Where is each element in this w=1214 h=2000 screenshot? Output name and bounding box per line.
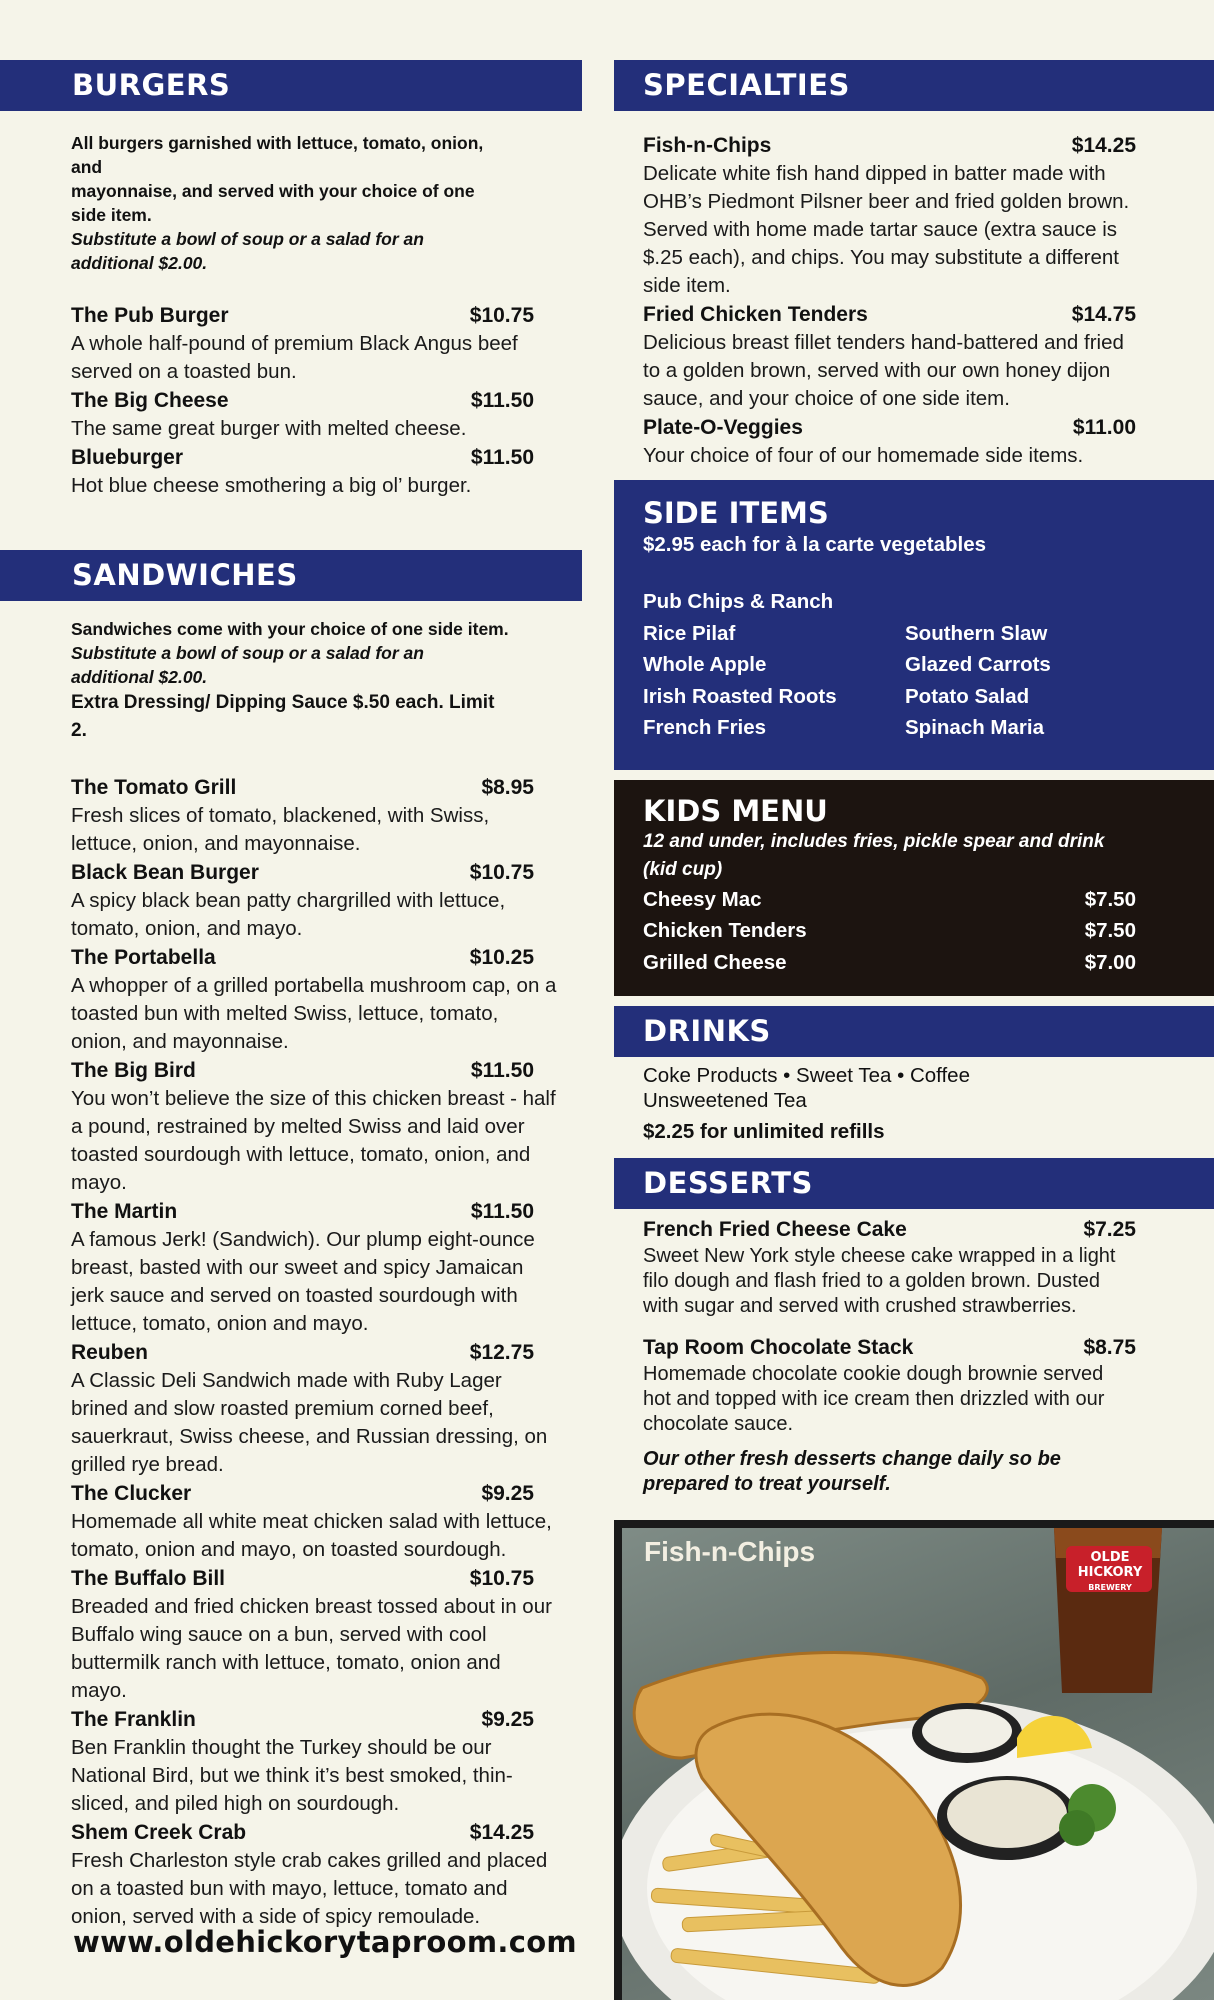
menu-item-name: The Big Bird bbox=[71, 1059, 196, 1082]
menu-item-name: The Buffalo Bill bbox=[71, 1567, 225, 1590]
menu-item bbox=[614, 300, 1214, 413]
menu-item bbox=[614, 1215, 1214, 1319]
menu-item bbox=[0, 1479, 582, 1564]
menu-item-header bbox=[71, 858, 558, 887]
menu-item bbox=[0, 386, 582, 443]
side-items-column bbox=[905, 586, 1167, 744]
specialties-list bbox=[614, 131, 1214, 470]
menu-item-description: A whopper of a grilled portabella mushroom cap, on a toasted bun with melted Swiss, lettuce, tomato, onion, and mayonnaise. bbox=[71, 974, 557, 1053]
kids-menu-item-name: Chicken Tenders bbox=[643, 919, 807, 942]
kids-menu-box bbox=[614, 780, 1214, 997]
menu-item-header bbox=[71, 1564, 558, 1593]
kids-menu-item bbox=[643, 915, 1136, 947]
menu-item-header bbox=[643, 413, 1136, 442]
menu-item-name: The Portabella bbox=[71, 946, 216, 969]
fish-and-chips-illustration bbox=[622, 1528, 1214, 2000]
left-column bbox=[0, 60, 582, 1931]
desserts-header: DESSERTS bbox=[614, 1158, 1214, 1209]
drinks-header: DRINKS bbox=[614, 1006, 1214, 1057]
menu-item-price: $9.25 bbox=[481, 1708, 534, 1731]
side-items-title: SIDE ITEMS bbox=[643, 496, 829, 530]
menu-item bbox=[0, 1705, 582, 1818]
menu-item-header bbox=[71, 301, 558, 330]
sandwich-list bbox=[0, 773, 582, 1931]
kids-menu-item-price: $7.50 bbox=[1084, 887, 1136, 911]
menu-item-header bbox=[71, 1818, 558, 1847]
menu-item-description: Fresh Charleston style crab cakes grilled and placed on a toasted bun with mayo, lettuce, tomato and onion, served with a side of spicy remoulade. bbox=[71, 1849, 548, 1928]
beer-glass-logo-sub: BREWERY bbox=[1088, 1583, 1132, 1592]
menu-item-price: $11.50 bbox=[470, 1059, 534, 1082]
sandwiches-header: SANDWICHES bbox=[0, 550, 582, 601]
menu-item-description: A spicy black bean patty chargrilled with lettuce, tomato, onion, and mayo. bbox=[71, 889, 506, 940]
burgers-intro-line: All burgers garnished with lettuce, tomato, onion, and bbox=[71, 133, 484, 177]
menu-item-header bbox=[71, 1056, 558, 1085]
menu-item bbox=[0, 1818, 582, 1931]
side-items-box bbox=[614, 480, 1214, 770]
side-item: Spinach Maria bbox=[905, 716, 1044, 739]
menu-item-price: $7.25 bbox=[1083, 1218, 1136, 1241]
menu-item-name: French Fried Cheese Cake bbox=[643, 1218, 907, 1241]
menu-item-description: Your choice of four of our homemade side items. bbox=[643, 444, 1084, 467]
menu-item-name: The Big Cheese bbox=[71, 389, 229, 412]
drinks-refill: $2.25 for unlimited refills bbox=[643, 1120, 885, 1143]
desserts-list bbox=[614, 1215, 1214, 1437]
kids-menu-item-price: $7.50 bbox=[1084, 919, 1136, 942]
menu-item-name: Reuben bbox=[71, 1341, 149, 1364]
menu-item-description: A Classic Deli Sandwich made with Ruby Lager brined and slow roasted premium corned beef, sauerkraut, Swiss cheese, and Russian dressing, on grilled rye bread. bbox=[71, 1369, 548, 1476]
menu-item-price: $9.25 bbox=[481, 1482, 534, 1505]
menu-item-header bbox=[643, 1333, 1136, 1362]
menu-item-price: $14.75 bbox=[1071, 303, 1136, 326]
kids-menu-item-name: Cheesy Mac bbox=[643, 887, 762, 911]
kids-menu-item bbox=[643, 947, 1136, 979]
drinks-section bbox=[614, 1057, 1214, 1144]
menu-item-price: $12.75 bbox=[469, 1341, 534, 1364]
side-items-column bbox=[643, 586, 905, 744]
menu-item-price: $10.25 bbox=[469, 946, 534, 969]
side-item: Whole Apple bbox=[643, 653, 767, 676]
menu-item-header bbox=[643, 131, 1136, 160]
menu-item-header bbox=[71, 773, 558, 802]
menu-item-header bbox=[71, 1338, 558, 1367]
menu-item bbox=[0, 1564, 582, 1705]
menu-item-name: Fried Chicken Tenders bbox=[643, 303, 868, 326]
menu-item-header bbox=[71, 443, 558, 472]
menu-item-price: $11.50 bbox=[470, 446, 534, 469]
menu-item-name: Blueburger bbox=[71, 446, 184, 469]
sandwiches-intro-line: Sandwiches come with your choice of one side item. bbox=[71, 619, 509, 639]
side-item: Glazed Carrots bbox=[905, 653, 1051, 676]
menu-item bbox=[614, 413, 1214, 470]
menu-item-name: Black Bean Burger bbox=[71, 861, 259, 884]
menu-item bbox=[614, 1333, 1214, 1437]
side-item: French Fries bbox=[643, 716, 767, 739]
kids-menu-list bbox=[643, 884, 1136, 979]
beer-glass-logo-text: OLDE HICKORY bbox=[1077, 1550, 1143, 1580]
menu-item-header bbox=[643, 300, 1136, 329]
menu-item bbox=[0, 943, 582, 1056]
menu-item-description: The same great burger with melted cheese. bbox=[71, 417, 467, 440]
menu-item bbox=[0, 1056, 582, 1197]
menu-item-description: Homemade chocolate cookie dough brownie served hot and topped with ice cream then drizzled with our chocolate sauce. bbox=[643, 1363, 1105, 1435]
menu-item-header bbox=[71, 1197, 558, 1226]
kids-menu-item bbox=[643, 884, 1136, 916]
menu-item-price: $10.75 bbox=[469, 304, 534, 327]
menu-item-price: $10.75 bbox=[469, 861, 534, 884]
menu-item-name: The Martin bbox=[71, 1200, 178, 1223]
kids-menu-subtitle: 12 and under, includes fries, pickle spear and drink (kid cup) bbox=[643, 830, 1105, 880]
kids-menu-item-price: $7.00 bbox=[1084, 950, 1136, 974]
side-items-grid bbox=[643, 586, 1214, 744]
kids-menu-title: KIDS MENU bbox=[643, 793, 828, 828]
side-item: Pub Chips & Ranch bbox=[643, 590, 834, 613]
menu-item-description: A whole half-pound of premium Black Angus beef served on a toasted bun. bbox=[71, 332, 518, 383]
side-item: Rice Pilaf bbox=[643, 621, 736, 645]
specialties-header: SPECIALTIES bbox=[614, 60, 1214, 111]
photo-frame bbox=[622, 1528, 1214, 2000]
kids-menu-item-name: Grilled Cheese bbox=[643, 950, 787, 974]
menu-item-price: $11.50 bbox=[470, 1200, 534, 1223]
menu-item-header bbox=[71, 1479, 558, 1508]
burgers-intro bbox=[0, 131, 582, 275]
slaw bbox=[947, 1780, 1067, 1848]
menu-item-header bbox=[71, 1705, 558, 1734]
side-item: Southern Slaw bbox=[905, 621, 1048, 645]
menu-item-name: The Tomato Grill bbox=[71, 776, 237, 799]
menu-item-name: Tap Room Chocolate Stack bbox=[643, 1336, 914, 1359]
menu-item-description: Delicate white fish hand dipped in batter made with OHB’s Piedmont Pilsner beer and fried golden brown. Served with home made tartar sauce (extra sauce is $.25 each), and chips. You may substitute a different side item. bbox=[643, 162, 1130, 297]
menu-item-description: Ben Franklin thought the Turkey should be our National Bird, but we think it’s best smoked, thin-sliced, and piled high on sourdough. bbox=[71, 1736, 513, 1815]
burgers-intro-line: mayonnaise, and served with your choice of one side item. bbox=[71, 181, 475, 225]
sandwiches-intro-line: Substitute a bowl of soup or a salad for an additional $2.00. bbox=[71, 643, 424, 687]
menu-item bbox=[0, 773, 582, 858]
menu-item bbox=[0, 443, 582, 500]
parsley-garnish bbox=[1059, 1810, 1095, 1846]
sandwiches-intro-line: Extra Dressing/ Dipping Sauce $.50 each. Limit 2. bbox=[71, 692, 495, 741]
menu-item-name: The Pub Burger bbox=[71, 304, 229, 327]
menu-item-header bbox=[643, 1215, 1136, 1244]
tartar-sauce bbox=[922, 1709, 1012, 1753]
burger-list bbox=[0, 301, 582, 500]
burgers-intro-line: Substitute a bowl of soup or a salad for an additional $2.00. bbox=[71, 229, 424, 273]
burgers-header: BURGERS bbox=[0, 60, 582, 111]
menu-item-description: Sweet New York style cheese cake wrapped in a light filo dough and flash fried to a golden brown. Dusted with sugar and served with crushed strawberries. bbox=[643, 1245, 1116, 1317]
menu-item-price: $10.75 bbox=[469, 1567, 534, 1590]
beer-glass-logo bbox=[1068, 1550, 1152, 1595]
side-item: Potato Salad bbox=[905, 684, 1030, 708]
menu-item-name: The Clucker bbox=[71, 1482, 192, 1505]
side-item: Irish Roasted Roots bbox=[643, 684, 837, 708]
menu-item bbox=[0, 1197, 582, 1338]
menu-item-header bbox=[71, 943, 558, 972]
desserts-note: Our other fresh desserts change daily so be prepared to treat yourself. bbox=[643, 1448, 1061, 1495]
menu-item-description: Hot blue cheese smothering a big ol’ burger. bbox=[71, 474, 472, 497]
sandwiches-intro bbox=[0, 617, 582, 745]
drinks-line: Coke Products • Sweet Tea • Coffee bbox=[643, 1064, 970, 1087]
menu-item-name: Shem Creek Crab bbox=[71, 1821, 247, 1844]
menu-item-price: $8.95 bbox=[481, 776, 534, 799]
menu-item bbox=[614, 131, 1214, 300]
menu-item bbox=[0, 301, 582, 386]
menu-item-price: $11.00 bbox=[1072, 416, 1136, 439]
menu-item-price: $14.25 bbox=[1071, 134, 1136, 157]
menu-item-header bbox=[71, 386, 558, 415]
drinks-line: Unsweetened Tea bbox=[643, 1089, 807, 1112]
menu-item-description: You won’t believe the size of this chicken breast - half a pound, restrained by melted Swiss and laid over toasted sourdough with lettuce, tomato, onion, and mayo. bbox=[71, 1087, 556, 1194]
right-column bbox=[614, 60, 1214, 1497]
menu-item-description: A famous Jerk! (Sandwich). Our plump eight-ounce breast, basted with our sweet and spicy Jamaican jerk sauce and served on toasted sourdough with lettuce, tomato, onion and mayo. bbox=[71, 1228, 535, 1335]
menu-item-description: Breaded and fried chicken breast tossed about in our Buffalo wing sauce on a bun, served with cool buttermilk ranch with lettuce, tomato, onion and mayo. bbox=[71, 1595, 552, 1702]
menu-item-name: The Franklin bbox=[71, 1708, 196, 1731]
fish-n-chips-photo bbox=[614, 1520, 1214, 2000]
menu-item-price: $11.50 bbox=[470, 389, 534, 412]
menu-item bbox=[0, 1338, 582, 1479]
menu-item-name: Plate-O-Veggies bbox=[643, 416, 803, 439]
menu-item-description: Fresh slices of tomato, blackened, with Swiss, lettuce, onion, and mayonnaise. bbox=[71, 804, 490, 855]
menu-item-price: $8.75 bbox=[1083, 1336, 1136, 1359]
side-items-subtitle: $2.95 each for à la carte vegetables bbox=[643, 533, 987, 556]
menu-item-description: Delicious breast fillet tenders hand-battered and fried to a golden brown, served with our own honey dijon sauce, and your choice of one side item. bbox=[643, 331, 1124, 410]
website-link[interactable]: www.oldehickorytaproom.com bbox=[73, 1925, 577, 1959]
menu-item-price: $14.25 bbox=[469, 1821, 534, 1844]
photo-caption: Fish-n-Chips bbox=[644, 1536, 816, 1567]
menu-item-description: Homemade all white meat chicken salad with lettuce, tomato, onion and mayo, on toasted sourdough. bbox=[71, 1510, 552, 1561]
menu-item bbox=[0, 858, 582, 943]
menu-item-name: Fish-n-Chips bbox=[643, 134, 772, 157]
